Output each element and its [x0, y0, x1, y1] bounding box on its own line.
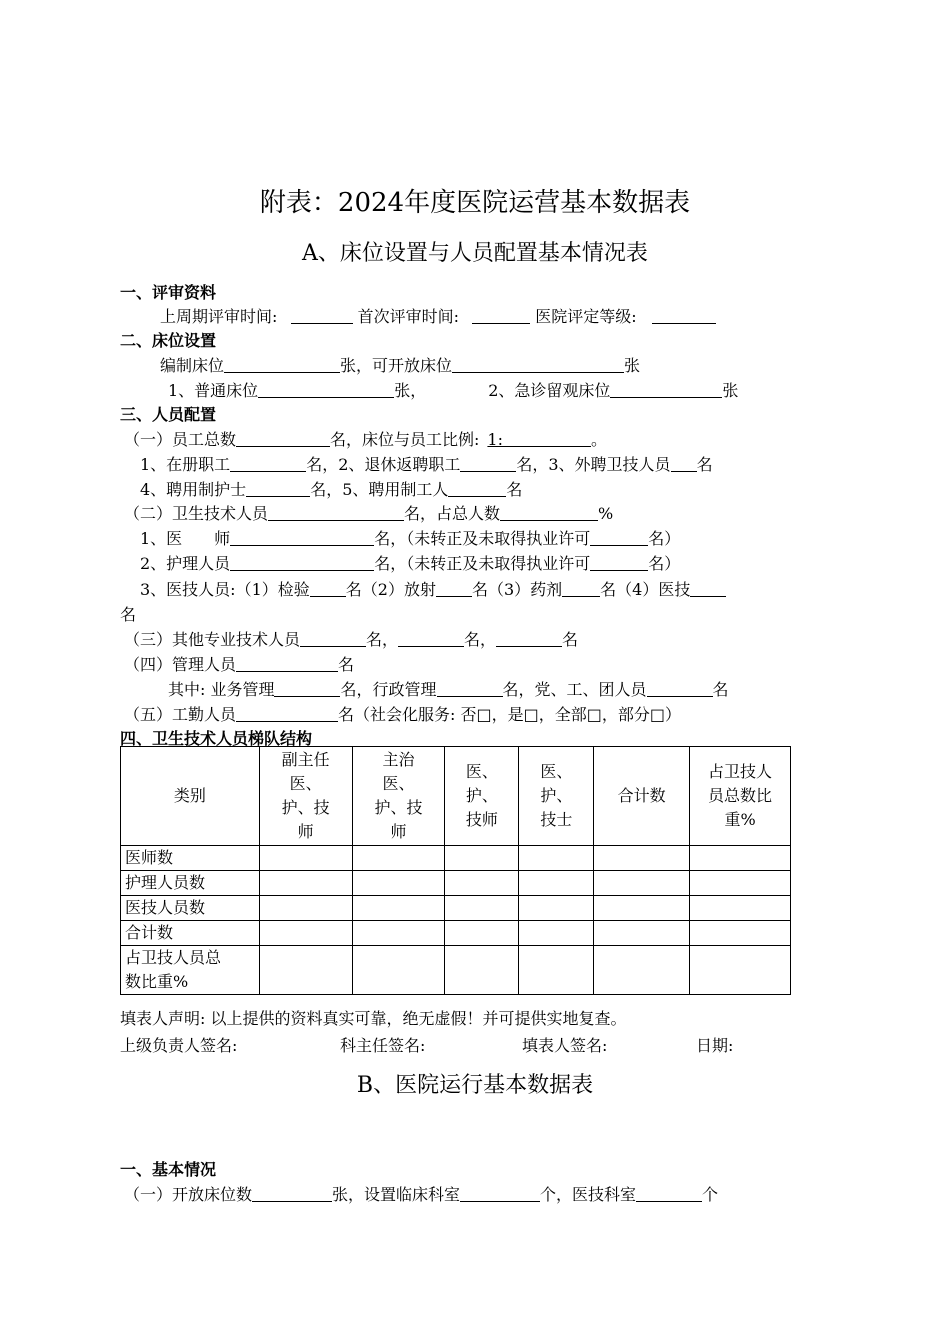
row-label: 护理人员数	[121, 871, 260, 896]
label: 2、护理人员	[140, 554, 231, 573]
blank-field[interactable]	[671, 456, 697, 472]
staff-line-2	[140, 452, 713, 475]
table-cell[interactable]	[445, 921, 519, 946]
table-row	[121, 871, 791, 896]
table-cell[interactable]	[259, 846, 352, 871]
label: 名，党、工、团人员	[502, 680, 647, 699]
table-cell[interactable]	[352, 921, 445, 946]
table-row	[121, 946, 791, 995]
header-cell: 副主任 医、 护、技 师	[259, 747, 352, 846]
blank-field[interactable]	[310, 581, 346, 597]
staff-line-1	[124, 427, 607, 450]
blank-field[interactable]	[398, 631, 464, 647]
table-cell[interactable]	[690, 921, 791, 946]
blank-field[interactable]	[252, 1186, 332, 1202]
blank-field[interactable]	[503, 431, 591, 447]
s2-heading: 二、床位设置	[120, 331, 217, 350]
staff-line-7b: 名	[120, 605, 137, 624]
table-cell[interactable]	[594, 896, 690, 921]
blank-field[interactable]	[230, 555, 374, 571]
section-b-title: B、医院运行基本数据表	[356, 1073, 594, 1098]
header-cell: 医、 护、 技师	[445, 747, 519, 846]
blank-field[interactable]	[236, 706, 338, 722]
blank-field[interactable]	[291, 308, 353, 324]
label: 1、普通床位	[168, 381, 259, 400]
blank-field[interactable]	[274, 681, 340, 697]
table-cell[interactable]	[259, 871, 352, 896]
blank-field[interactable]	[258, 382, 394, 398]
label: 1、在册职工	[140, 455, 231, 474]
table-cell[interactable]	[519, 946, 594, 995]
label: 名（3）药剂	[471, 580, 563, 599]
ladder-table	[120, 746, 791, 995]
label: 名，（未转正及未取得执业许可	[374, 529, 591, 548]
label: （四）管理人员	[124, 655, 237, 674]
label: 3、医技人员:（1）检验	[140, 580, 310, 599]
header-cell: 类别	[121, 747, 260, 846]
table-cell[interactable]	[690, 871, 791, 896]
blank-field[interactable]	[300, 631, 366, 647]
table-cell[interactable]	[352, 846, 445, 871]
blank-field[interactable]	[246, 481, 310, 497]
header-cell: 合计数	[594, 747, 690, 846]
label: （五）工勤人员	[124, 705, 237, 724]
table-cell[interactable]	[259, 896, 352, 921]
table-cell[interactable]	[519, 846, 594, 871]
table-cell[interactable]	[445, 846, 519, 871]
staff-line-10	[168, 677, 729, 700]
table-cell[interactable]	[690, 946, 791, 995]
label: （一）开放床位数	[124, 1185, 253, 1204]
blank-field[interactable]	[436, 581, 472, 597]
blank-field[interactable]	[230, 530, 374, 546]
label: 上周期评审时间:	[160, 307, 278, 326]
blank-field[interactable]	[590, 555, 648, 571]
staff-line-5	[140, 526, 680, 549]
label: 名，	[464, 630, 497, 649]
header-cell: 主治 医、 护、技 师	[352, 747, 445, 846]
label: 张，	[394, 381, 427, 400]
s4-heading: 四、卫生技术人员梯队结构	[120, 729, 313, 748]
b-line-1	[124, 1182, 718, 1205]
row-label: 医技人员数	[121, 896, 260, 921]
blank-field[interactable]	[437, 681, 503, 697]
label: 医院评定等级:	[535, 307, 637, 326]
blank-field[interactable]	[590, 530, 648, 546]
table-cell[interactable]	[594, 946, 690, 995]
label: 张	[722, 381, 739, 400]
table-cell[interactable]	[445, 896, 519, 921]
table-cell[interactable]	[594, 871, 690, 896]
header-cell: 医、 护、 技士	[519, 747, 594, 846]
table-cell[interactable]	[445, 946, 519, 995]
table-cell[interactable]	[594, 846, 690, 871]
table-cell[interactable]	[352, 896, 445, 921]
declaration: 填表人声明: 以上提供的资料真实可靠，绝无虚假！并可提供实地复查。	[120, 1009, 627, 1028]
staff-line-6	[140, 551, 680, 574]
blank-field[interactable]	[224, 357, 340, 373]
section-a-title: A、床位设置与人员配置基本情况表	[302, 241, 648, 266]
label: 名，2、退休返聘职工	[306, 455, 461, 474]
blank-field[interactable]	[460, 1186, 540, 1202]
label: 名	[712, 680, 729, 699]
label: 张，可开放床位	[340, 356, 453, 375]
blank-field[interactable]	[690, 581, 726, 597]
label: 名，占总人数	[404, 504, 501, 523]
staff-line-7	[140, 577, 726, 600]
blank-field[interactable]	[636, 1186, 702, 1202]
table-cell[interactable]	[690, 846, 791, 871]
table-cell[interactable]	[352, 946, 445, 995]
bed-line-2	[168, 378, 738, 401]
table-cell[interactable]	[445, 871, 519, 896]
s3-heading: 三、人员配置	[120, 405, 217, 424]
label: 名（2）放射	[345, 580, 436, 599]
row-label: 医师数	[121, 846, 260, 871]
label: 名	[338, 655, 355, 674]
bed-line-1	[160, 353, 640, 376]
label: 名	[506, 480, 523, 499]
signature-label: 填表人签名:	[522, 1036, 608, 1055]
blank-field[interactable]	[562, 581, 600, 597]
blank-field[interactable]	[268, 505, 404, 521]
table-cell[interactable]	[519, 921, 594, 946]
label: 1、医 师	[140, 529, 231, 548]
signature-label: 科主任签名:	[340, 1036, 426, 1055]
table-row	[121, 896, 791, 921]
blank-field[interactable]	[652, 308, 716, 324]
staff-line-9	[124, 652, 354, 675]
signature-label: 日期:	[696, 1036, 734, 1055]
signature-label: 上级负责人签名:	[120, 1036, 238, 1055]
blank-field[interactable]	[448, 481, 506, 497]
blank-field[interactable]	[647, 681, 713, 697]
label: 名（社会化服务: 否□，是□，全部□，部分□）	[338, 705, 681, 724]
label: （一）员工总数	[124, 430, 237, 449]
table-row	[121, 921, 791, 946]
staff-line-8	[124, 627, 578, 650]
blank-field[interactable]	[452, 357, 624, 373]
label: 首次评审时间:	[357, 307, 459, 326]
staff-line-3	[140, 477, 522, 500]
ratio-prefix: 1:	[487, 430, 503, 449]
blank-field[interactable]	[236, 656, 338, 672]
blank-field[interactable]	[230, 456, 306, 472]
label: 2、急诊留观床位	[488, 381, 611, 400]
row-label: 合计数	[121, 921, 260, 946]
blank-field[interactable]	[610, 382, 722, 398]
label: 名，3、外聘卫技人员	[516, 455, 671, 474]
label: 名	[696, 455, 713, 474]
table-cell[interactable]	[519, 896, 594, 921]
blank-field[interactable]	[496, 631, 562, 647]
s1-heading: 一、评审资料	[120, 283, 217, 302]
label: 名）	[648, 529, 681, 548]
label: 名，床位与员工比例:	[330, 430, 480, 449]
header-cell: 占卫技人 员总数比 重%	[690, 747, 791, 846]
b-s1-heading: 一、基本情况	[120, 1160, 217, 1179]
label: 个，医技科室	[540, 1185, 637, 1204]
label: %	[598, 504, 614, 523]
label: 名）	[648, 554, 681, 573]
table-row	[121, 846, 791, 871]
label: 名	[562, 630, 579, 649]
label: 其中: 业务管理	[168, 680, 275, 699]
table-cell[interactable]	[352, 871, 445, 896]
blank-field[interactable]	[460, 456, 516, 472]
label: （三）其他专业技术人员	[124, 630, 301, 649]
table-cell[interactable]	[519, 871, 594, 896]
label: 个	[702, 1185, 719, 1204]
blank-field[interactable]	[472, 308, 530, 324]
label: 名，5、聘用制工人	[310, 480, 449, 499]
label: 名（4）医技	[600, 580, 691, 599]
table-cell[interactable]	[690, 896, 791, 921]
review-line	[160, 304, 716, 327]
table-cell[interactable]	[259, 946, 352, 995]
staff-line-4	[124, 501, 613, 524]
label: 名，行政管理	[340, 680, 437, 699]
label: （二）卫生技术人员	[124, 504, 269, 523]
document-title: 附表：2024年度医院运营基本数据表	[259, 188, 691, 218]
label: 。	[591, 430, 608, 449]
label: 名，	[366, 630, 399, 649]
label: 编制床位	[160, 356, 225, 375]
label: 张，设置临床科室	[332, 1185, 461, 1204]
row-label: 占卫技人员总 数比重%	[121, 946, 260, 995]
staff-line-11	[124, 702, 681, 725]
table-header-row	[121, 747, 791, 846]
label: 4、聘用制护士	[140, 480, 247, 499]
blank-field[interactable]	[500, 505, 598, 521]
label: 名，（未转正及未取得执业许可	[374, 554, 591, 573]
table-cell[interactable]	[594, 921, 690, 946]
table-cell[interactable]	[259, 921, 352, 946]
label: 张	[624, 356, 641, 375]
blank-field[interactable]	[236, 431, 330, 447]
